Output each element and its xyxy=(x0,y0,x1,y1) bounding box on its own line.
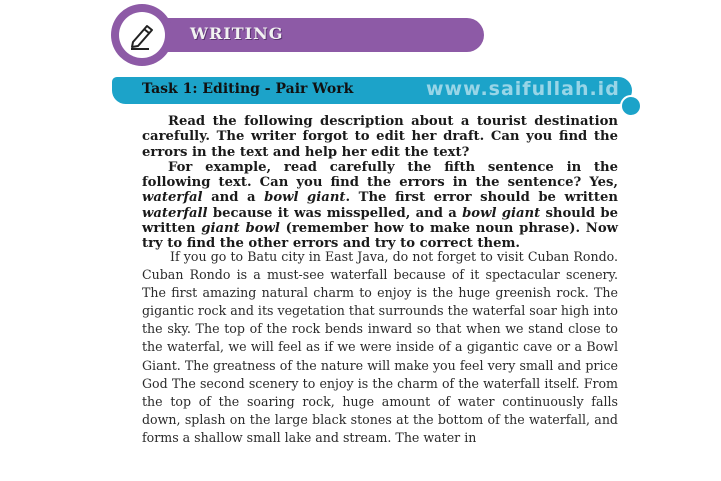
task-bar-end-dot xyxy=(620,95,642,117)
correction-example: giant bowl xyxy=(201,221,280,237)
instruction-text: and a xyxy=(202,190,265,206)
task-title: Task 1: Editing - Pair Work xyxy=(142,81,354,97)
passage-paragraph: If you go to Batu city in East Java, do not forget to visit Cuban Rondo. Cuban Rondo is a must-see waterfall because of it spectacular scenery. The first amazing natural charm to enjoy is the huge greenish rock. The gigantic rock and its vegetation that surrounds the waterfal soar high into the sky. The top of the rock bends inward so that when we stand close to the waterfal, we will feel as if we were inside of a gigantic cave or a Bowl Giant. The greatness of the nature will make you feel very small and price God The second scenery to enjoy is the charm of the waterfall itself. From the top of the soaring rock, huge amount of water continuously falls down, splash on the large black stones at the bottom of the waterfall, and forms a shallow small lake and stream. The water in xyxy=(142,249,618,445)
instructions-paragraph-2 xyxy=(142,160,618,252)
instruction-text: For example, read carefully the fifth sentence in the following text. Can you find the errors in the sentence? Yes, xyxy=(142,159,618,191)
section-title: WRITING xyxy=(190,24,284,43)
pencil-icon xyxy=(125,18,159,52)
error-example: bowl giant xyxy=(462,205,541,221)
instruction-text: because it was misspelled, and a xyxy=(207,205,463,221)
instruction-text: . The first error should be written xyxy=(345,190,618,206)
instruction-text: (remember how to make noun phrase). Now try to find the other errors and try to correct them. xyxy=(142,221,619,252)
correction-example: waterfall xyxy=(142,205,208,221)
section-icon-badge xyxy=(119,12,165,58)
instructions-block xyxy=(142,114,618,252)
watermark-text: www.saifullah.id xyxy=(426,78,620,100)
instructions-paragraph-1: Read the following description about a tourist destination carefully. The writer forgot to edit her draft. Can you find the errors in the text and help her edit the text? xyxy=(142,114,618,160)
error-example: waterfal xyxy=(142,190,203,206)
error-example: bowl giant xyxy=(264,190,346,206)
passage-block xyxy=(142,248,618,447)
instruction-text: should be written xyxy=(142,205,618,237)
